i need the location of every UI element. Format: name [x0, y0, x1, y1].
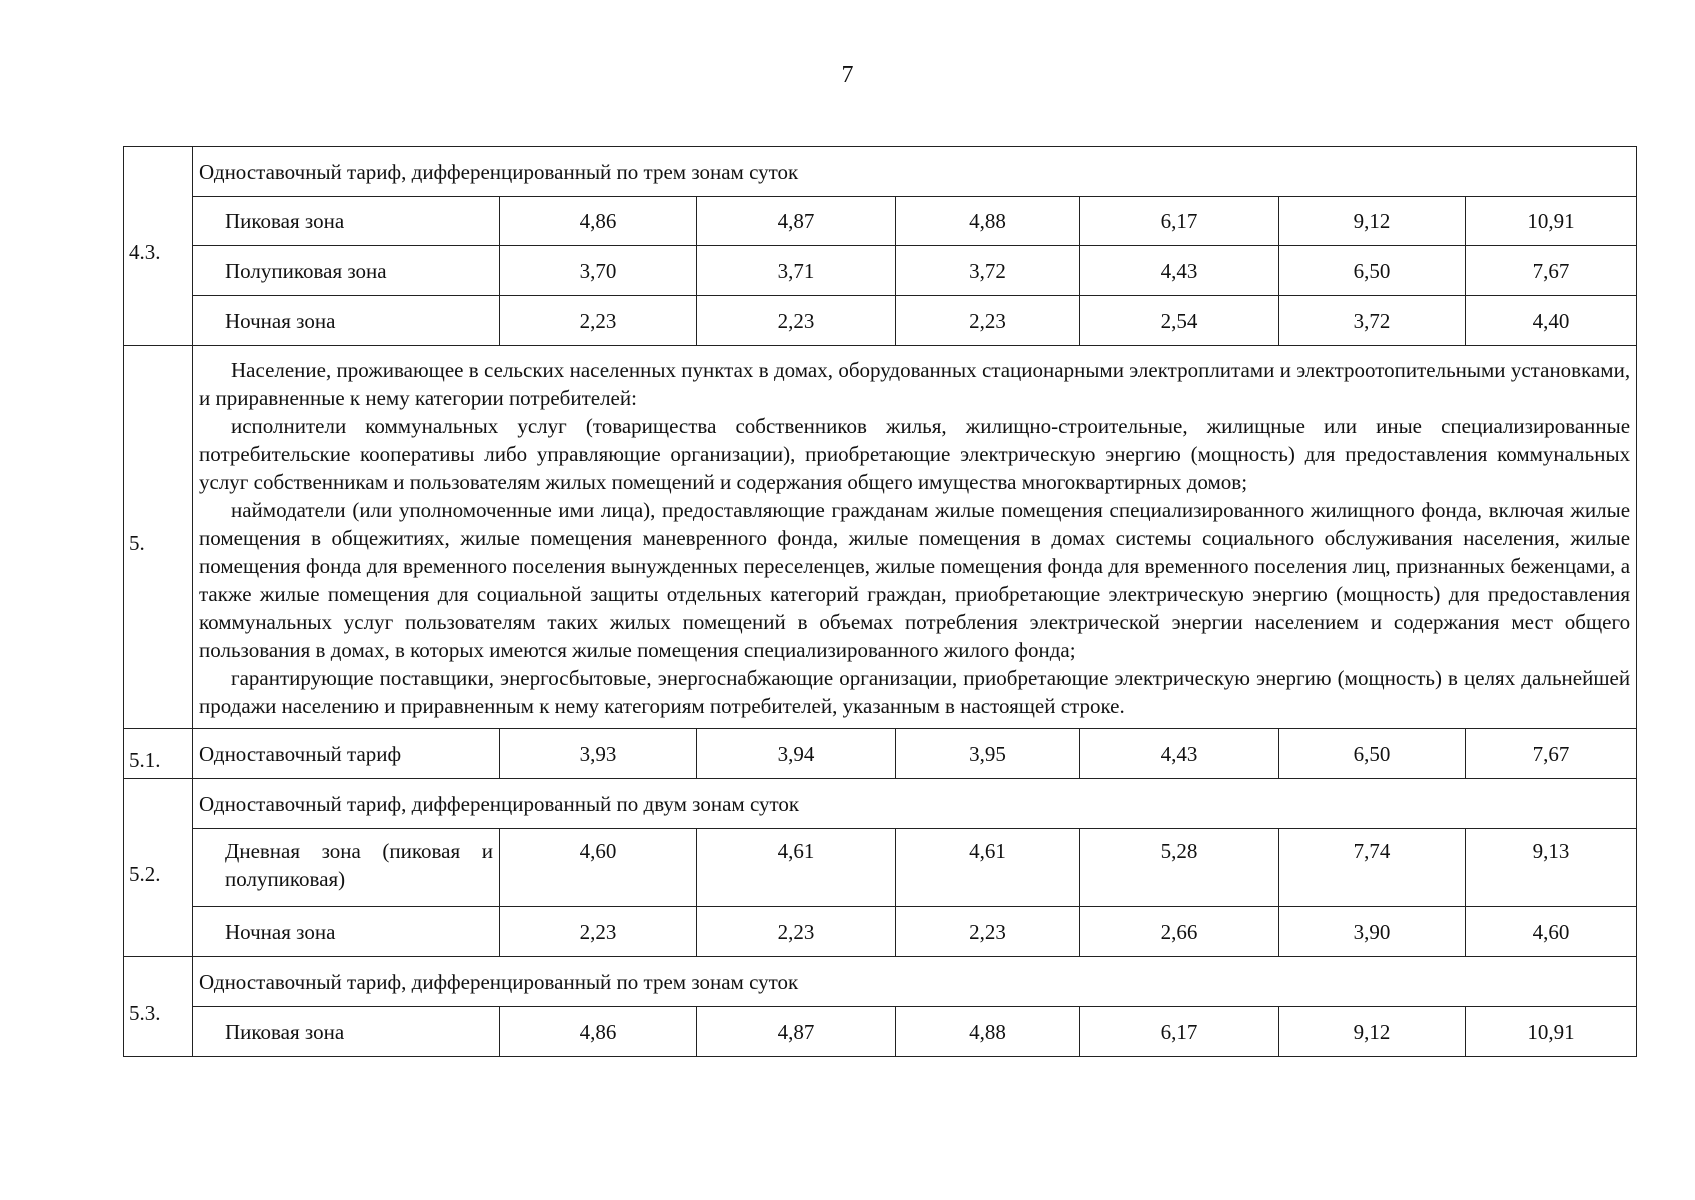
table-cell: 2,54	[1080, 296, 1279, 346]
table-cell: 3,90	[1279, 907, 1466, 957]
row-number: 5.2.	[124, 779, 193, 957]
table-cell: 4,88	[896, 1007, 1080, 1057]
table-row	[124, 907, 1637, 957]
table-cell: 2,23	[500, 907, 697, 957]
table-cell: 4,43	[1080, 729, 1279, 779]
row-label: Ночная зона	[193, 907, 500, 957]
table-cell: 2,23	[500, 296, 697, 346]
table-cell: 2,23	[896, 296, 1080, 346]
section-title: Одноставочный тариф, дифференцированный по трем зонам суток	[193, 957, 1637, 1007]
table-cell: 3,72	[1279, 296, 1466, 346]
table-cell: 4,60	[500, 829, 697, 907]
table-row	[124, 1007, 1637, 1057]
table-row	[124, 779, 1637, 829]
row-label: Ночная зона	[193, 296, 500, 346]
row-label: Пиковая зона	[193, 197, 500, 246]
table-cell: 4,86	[500, 197, 697, 246]
table-cell: 2,23	[697, 296, 896, 346]
row-number: 5.3.	[124, 957, 193, 1057]
table-cell: 5,28	[1080, 829, 1279, 907]
table-cell: 9,12	[1279, 197, 1466, 246]
table-cell: 3,70	[500, 246, 697, 296]
row-number: 4.3.	[124, 147, 193, 346]
row-label: Одноставочный тариф	[193, 729, 500, 779]
table-cell: 4,86	[500, 1007, 697, 1057]
table-cell: 3,94	[697, 729, 896, 779]
section-description	[193, 346, 1637, 729]
section-title: Одноставочный тариф, дифференцированный по трем зонам суток	[193, 147, 1637, 197]
page-number: 7	[841, 62, 854, 88]
table-cell: 4,60	[1466, 907, 1637, 957]
table-cell: 10,91	[1466, 1007, 1637, 1057]
tariff-table	[123, 146, 1637, 1057]
table-cell: 3,93	[500, 729, 697, 779]
table-row	[124, 197, 1637, 246]
table-row	[124, 729, 1637, 779]
table-cell: 2,23	[697, 907, 896, 957]
table-cell: 3,71	[697, 246, 896, 296]
paragraph: гарантирующие поставщики, энергосбытовые, энергоснабжающие организации, приобретающие электрическую энергию (мощность) в целях дальнейшей продажи населению и приравненным к нему категориям потребителей, указанным в настоящей строке.	[199, 666, 1631, 718]
row-number: 5.1.	[124, 729, 193, 779]
table-row	[124, 147, 1637, 197]
row-label: Полупиковая зона	[193, 246, 500, 296]
table-row	[124, 829, 1637, 907]
table-cell: 6,17	[1080, 1007, 1279, 1057]
table-cell: 2,66	[1080, 907, 1279, 957]
table-cell: 6,50	[1279, 246, 1466, 296]
table-cell: 9,13	[1466, 829, 1637, 907]
table-cell: 6,17	[1080, 197, 1279, 246]
table-cell: 4,61	[697, 829, 896, 907]
table-row	[124, 246, 1637, 296]
table-cell: 7,67	[1466, 729, 1637, 779]
table-row	[124, 957, 1637, 1007]
paragraph: Население, проживающее в сельских населенных пунктах в домах, оборудованных стационарными электроплитами и электроотопительными установками, и приравненные к нему категории потребителей:	[199, 358, 1631, 410]
table-cell: 4,43	[1080, 246, 1279, 296]
table-cell: 6,50	[1279, 729, 1466, 779]
row-label: Пиковая зона	[193, 1007, 500, 1057]
table-cell: 3,72	[896, 246, 1080, 296]
row-label: Дневная зона (пиковая и полупиковая)	[193, 829, 500, 907]
paragraph: наймодатели (или уполномоченные ими лица), предоставляющие гражданам жилые помещения специализированного жилищного фонда, включая жилые помещения в общежитиях, жилые помещения маневренного фонда, жилые помещения в домах системы социального обслуживания населения, жилые помещения фонда для временного поселения вынужденных переселенцев, жилые помещения фонда для временного поселения лиц, признанных беженцами, а также жилые помещения для социальной защиты отдельных категорий граждан, приобретающие электрическую энергию (мощность) для предоставления коммунальных услуг пользователям таких жилых помещений в объемах потребления электрической энергии населением и содержания мест общего пользования в домах, в которых имеются жилые помещения специализированного жилого фонда;	[199, 498, 1631, 662]
table-cell: 4,88	[896, 197, 1080, 246]
paragraph: исполнители коммунальных услуг (товарищества собственников жилья, жилищно-строительные, жилищные или иные специализированные потребительские кооперативы либо управляющие организации), приобретающие электрическую энергию (мощность) для предоставления коммунальных услуг собственникам и пользователям жилых помещений и содержания общего имущества многоквартирных домов;	[199, 414, 1631, 494]
section-title: Одноставочный тариф, дифференцированный по двум зонам суток	[193, 779, 1637, 829]
table-cell: 4,61	[896, 829, 1080, 907]
table-cell: 10,91	[1466, 197, 1637, 246]
table-cell: 7,67	[1466, 246, 1637, 296]
table-cell: 3,95	[896, 729, 1080, 779]
row-number: 5.	[124, 346, 193, 729]
table-cell: 7,74	[1279, 829, 1466, 907]
table-cell: 4,87	[697, 1007, 896, 1057]
table-row	[124, 346, 1637, 729]
table-cell: 4,87	[697, 197, 896, 246]
table-cell: 2,23	[896, 907, 1080, 957]
table-row	[124, 296, 1637, 346]
table-cell: 9,12	[1279, 1007, 1466, 1057]
table-cell: 4,40	[1466, 296, 1637, 346]
